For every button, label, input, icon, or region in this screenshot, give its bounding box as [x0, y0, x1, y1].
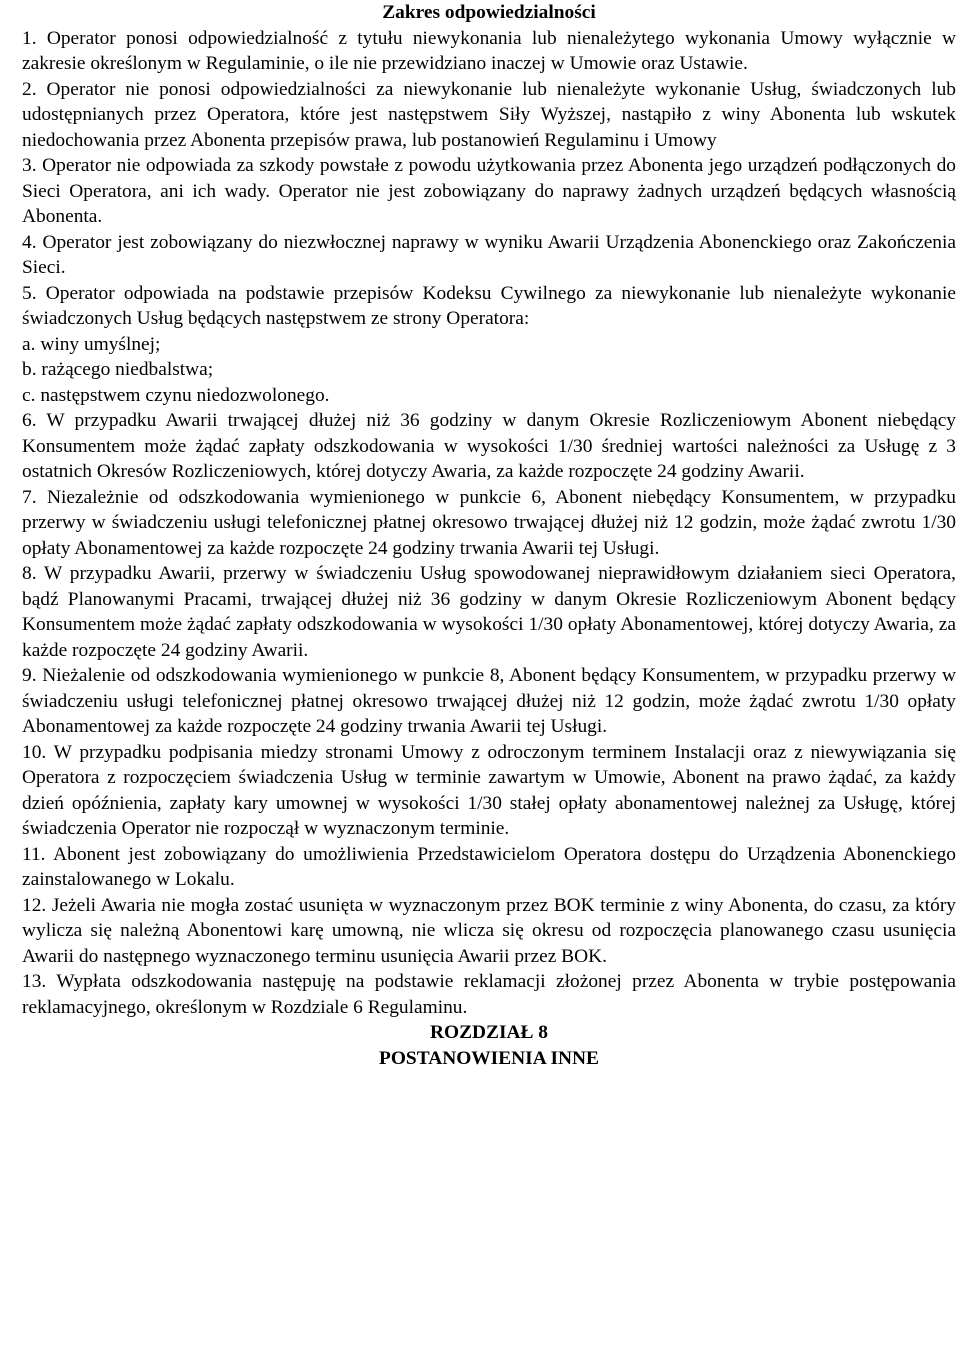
sub-item-a	[22, 332, 956, 358]
item-text: Operator nie odpowiada za szkody powstałe z powodu użytkowania przez Abonenta jego urządzeń podłączonych do Sieci Operatora, ani ich wady. Operator nie jest zobowiązany do naprawy żadnych urządzeń będących własnością Abonenta.	[22, 155, 956, 227]
list-item-5	[22, 281, 956, 332]
list-item-4	[22, 230, 956, 281]
item-text: Wypłata odszkodowania następuję na podstawie reklamacji złożonej przez Abonenta w trybie postępowania reklamacyjnego, określonym w Rozdziale 6 Regulaminu.	[22, 971, 957, 1018]
sub-item-letter: a.	[22, 333, 36, 355]
list-item-11	[22, 842, 956, 893]
list-item-10	[22, 740, 956, 842]
list-item-3	[22, 153, 956, 230]
item-text: W przypadku Awarii trwającej dłużej niż 36 godziny w danym Okresie Rozliczeniowym Abonent niebędący Konsumentem może żądać zapłaty odszkodowania w wysokości 1/30 średniej wartości należności za Usługę z 3 ostatnich Okresów Rozliczeniowych, której dotyczy Awaria, za każde rozpoczęte 24 godziny Awarii.	[22, 410, 956, 482]
item-number: 7.	[22, 486, 37, 508]
item-number: 3.	[22, 155, 37, 176]
item-number: 10.	[22, 741, 47, 763]
list-item-6	[22, 408, 956, 485]
item-number: 1.	[22, 27, 37, 49]
list-item-12	[22, 893, 956, 970]
item-number: 9.	[22, 665, 37, 686]
sub-item-letter: b.	[22, 359, 37, 380]
document-page	[22, 0, 956, 1071]
list-item-9	[22, 663, 956, 740]
sub-item-b	[22, 357, 956, 383]
item-number: 13.	[22, 971, 47, 992]
item-text: Abonent jest zobowiązany do umożliwienia Przedstawicielom Operatora dostępu do Urządzenia Abonenckiego zainstalowanego w Lokalu.	[22, 843, 956, 890]
sub-item-text: winy umyślnej;	[40, 333, 161, 355]
item-text: W przypadku Awarii, przerwy w świadczeniu Usług spowodowanej nieprawidłowym działaniem sieci Operatora, bądź Planowanymi Pracami, trwającej dłużej niż 36 godziny w danym Okresie Rozliczeniowym Abonent będący Konsumentem może żądać zapłaty odszkodowania w wysokości 1/30 opłaty Abonamentowej, której dotyczy Awaria, za każde rozpoczęte 24 godziny Awarii.	[22, 563, 956, 661]
item-number: 6.	[22, 410, 37, 431]
item-number: 11.	[22, 843, 46, 865]
item-text: Operator nie ponosi odpowiedzialności za niewykonanie lub nienależyte wykonanie Usług, świadczonych lub udostępnianych przez Operatora, które jest następstwem Siły Wyższej, nastąpiło z winy Abonenta lub wskutek niedochowania przez Abonenta przepisów prawa, lub postanowień Regulaminu i Umowy	[22, 78, 956, 151]
sub-item-text: następstwem czynu niedozwolonego.	[40, 384, 330, 406]
sub-item-c	[22, 383, 956, 409]
item-text: Operator odpowiada na podstawie przepisów Kodeksu Cywilnego za niewykonanie lub nienależyte wykonanie świadczonych Usług będących następstwem ze strony Operatora:	[22, 282, 956, 329]
item-number: 12.	[22, 894, 47, 916]
item-number: 5.	[22, 282, 37, 304]
item-number: 4.	[22, 231, 37, 253]
list-item-7	[22, 485, 956, 562]
chapter-title: POSTANOWIENIA INNE	[379, 1047, 599, 1069]
item-text: Jeżeli Awaria nie mogła zostać usunięta w wyznaczonym przez BOK terminie z winy Abonenta, do czasu, za który wylicza się należną Abonentowi karę umowną, nie wlicza się okresu od rozpoczęcia planowanego czasu usunięcia Awarii do następnego wyznaczonego terminu usunięcia Awarii przez BOK.	[22, 894, 956, 967]
list-item-8	[22, 561, 956, 663]
item-text: Operator ponosi odpowiedzialność z tytułu niewykonania lub nienależytego wykonania Umowy wyłącznie w zakresie określonym w Regulaminie, o ile nie przewidziano inaczej w Umowie oraz Ustawie.	[22, 27, 956, 74]
item-text: Operator jest zobowiązany do niezwłocznej naprawy w wyniku Awarii Urządzenia Abonenckiego oraz Zakończenia Sieci.	[22, 231, 957, 278]
item-text: Niezależnie od odszkodowania wymienionego w punkcie 6, Abonent niebędący Konsumentem, w przypadku przerwy w świadczeniu usługi telefonicznej płatnej okresowo trwającej dłużej niż 12 godzin, może żądać zwrotu 1/30 opłaty Abonamentowej za każde rozpoczęte 24 godziny trwania Awarii tej Usługi.	[22, 486, 956, 559]
list-item-1	[22, 26, 956, 77]
item-text: W przypadku podpisania miedzy stronami Umowy z odroczonym terminem Instalacji oraz z niewywiązania się Operatora z rozpoczęciem świadczenia Usług w terminie zawartym w Umowie, Abonent na prawo żądać, za każdy dzień opóźnienia, zapłaty kary umownej w wysokości 1/30 stałej opłaty abonamentowej należnej za Usługę, której świadczenia Operator nie rozpoczął w wyznaczonym terminie.	[22, 741, 956, 839]
item-number: 2.	[22, 78, 37, 100]
list-item-2	[22, 77, 956, 154]
section-heading: Zakres odpowiedzialności	[382, 2, 596, 23]
item-text: Nieżalenie od odszkodowania wymienionego w punkcie 8, Abonent będący Konsumentem, w przypadku przerwy w świadczeniu usługi telefonicznej płatnej okresowo trwającej dłużej niż 12 godzin, może żądać zwrotu 1/30 opłaty Abonamentowej za każde rozpoczęte 24 godziny trwania Awarii tej Usługi.	[22, 665, 956, 737]
sub-item-text: rażącego niedbalstwa;	[41, 359, 214, 380]
list-item-13	[22, 969, 956, 1020]
item-number: 8.	[22, 563, 37, 584]
sub-item-letter: c.	[22, 384, 36, 406]
chapter-label: ROZDZIAŁ 8	[430, 1022, 548, 1043]
